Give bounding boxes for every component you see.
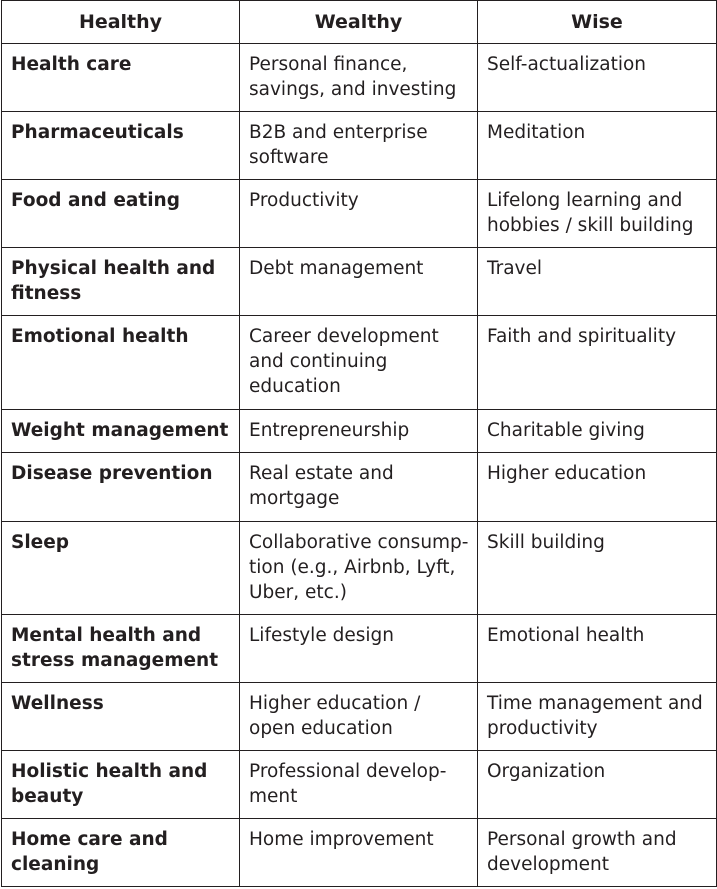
header-row — [2, 1, 717, 44]
healthy-cell: Pharmaceuticals — [2, 112, 240, 180]
wealthy-cell: Personal finance, savings, and investing — [240, 44, 478, 112]
healthy-cell: Mental health and stress management — [2, 615, 240, 683]
table-row — [2, 410, 717, 453]
healthy-cell: Physical health and fitness — [2, 248, 240, 316]
table-row — [2, 522, 717, 615]
wise-cell: Emotional health — [478, 615, 717, 683]
healthy-cell: Weight management — [2, 410, 240, 453]
table-row — [2, 453, 717, 522]
healthy-cell: Holistic health and beauty — [2, 751, 240, 819]
wise-cell: Higher education — [478, 453, 717, 522]
wealthy-cell: Collaborative consump- tion (e.g., Airbnb, Lyft, Uber, etc.) — [240, 522, 478, 615]
wise-cell: Skill building — [478, 522, 717, 615]
table-row — [2, 180, 717, 248]
wise-cell: Lifelong learning and hobbies / skill building — [478, 180, 717, 248]
table-row — [2, 751, 717, 819]
wealthy-cell: Real estate and mortgage — [240, 453, 478, 522]
wealthy-cell: Entrepreneurship — [240, 410, 478, 453]
wealthy-cell: Home improvement — [240, 819, 478, 887]
wealthy-cell: Career development and continuing education — [240, 316, 478, 410]
wealthy-cell: B2B and enterprise software — [240, 112, 478, 180]
wealthy-cell: Productivity — [240, 180, 478, 248]
table-row — [2, 615, 717, 683]
wise-cell: Time management and productivity — [478, 683, 717, 751]
wise-cell: Self-actualization — [478, 44, 717, 112]
wise-cell: Personal growth and development — [478, 819, 717, 887]
categories-table — [1, 0, 717, 887]
wise-cell: Meditation — [478, 112, 717, 180]
healthy-cell: Sleep — [2, 522, 240, 615]
wealthy-cell: Debt management — [240, 248, 478, 316]
healthy-cell: Wellness — [2, 683, 240, 751]
wealthy-cell: Higher education / open education — [240, 683, 478, 751]
wise-cell: Organization — [478, 751, 717, 819]
header-wise: Wise — [478, 1, 717, 44]
healthy-cell: Disease prevention — [2, 453, 240, 522]
healthy-cell: Home care and cleaning — [2, 819, 240, 887]
header-wealthy: Wealthy — [240, 1, 478, 44]
table-row — [2, 44, 717, 112]
wise-cell: Faith and spirituality — [478, 316, 717, 410]
table-row — [2, 316, 717, 410]
header-healthy: Healthy — [2, 1, 240, 44]
wise-cell: Travel — [478, 248, 717, 316]
wealthy-cell: Professional develop- ment — [240, 751, 478, 819]
healthy-cell: Emotional health — [2, 316, 240, 410]
healthy-cell: Food and eating — [2, 180, 240, 248]
wealthy-cell: Lifestyle design — [240, 615, 478, 683]
table-row — [2, 112, 717, 180]
table-row — [2, 248, 717, 316]
table-row — [2, 683, 717, 751]
wise-cell: Charitable giving — [478, 410, 717, 453]
table-row — [2, 819, 717, 887]
healthy-cell: Health care — [2, 44, 240, 112]
